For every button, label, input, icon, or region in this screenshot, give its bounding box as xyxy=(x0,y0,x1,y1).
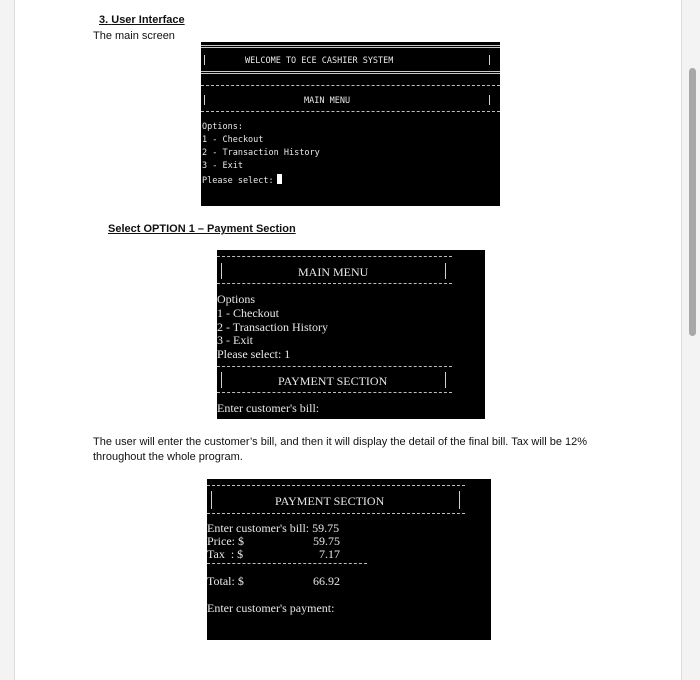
welcome-banner: WELCOME TO ECE CASHIER SYSTEM xyxy=(245,56,394,66)
total-value: 66.92 xyxy=(313,574,340,588)
options-label: Options xyxy=(217,292,256,306)
select-prompt: Please select: 1 xyxy=(217,347,291,361)
bill-prompt: Enter customer's bill: xyxy=(217,401,320,415)
border-right xyxy=(445,263,446,279)
main-menu-title: MAIN MENU xyxy=(298,265,369,279)
price-value: 59.75 xyxy=(313,534,340,548)
separator xyxy=(201,45,500,48)
border-left xyxy=(221,372,222,388)
border-left xyxy=(204,55,205,65)
tax-label: Tax : $ xyxy=(207,547,244,561)
separator xyxy=(207,485,465,486)
payment-prompt: Enter customer's payment: xyxy=(207,601,335,615)
separator xyxy=(217,392,452,393)
tax-value: 7.17 xyxy=(319,547,340,561)
option-transaction-history: 2 - Transaction History xyxy=(217,320,328,334)
main-menu-title: MAIN MENU xyxy=(304,96,351,106)
separator xyxy=(217,283,452,284)
description-line-2: throughout the whole program. xyxy=(93,451,243,463)
separator xyxy=(201,71,500,74)
description-line-1: The user will enter the customer’s bill, and then it will display the detail of the final bill. Tax will be 12% xyxy=(93,436,588,448)
main-menu-console xyxy=(201,42,500,206)
section-title: User Interface xyxy=(111,14,185,26)
select-prompt-text: Please select: xyxy=(202,176,274,186)
document-page xyxy=(14,0,682,680)
border-left xyxy=(211,491,212,509)
separator xyxy=(201,111,500,112)
bill-entry-line: Enter customer's bill: 59.75 xyxy=(207,521,340,535)
bill-detail-console xyxy=(207,479,491,640)
vertical-scrollbar[interactable] xyxy=(686,0,700,680)
options-label: Options: xyxy=(202,122,243,132)
border-right xyxy=(445,372,446,388)
payment-section-title: PAYMENT SECTION xyxy=(278,374,388,388)
section-subtitle: The main screen xyxy=(93,30,175,42)
option-transaction-history: 2 - Transaction History xyxy=(202,148,320,158)
separator xyxy=(201,85,500,86)
payment-section-title: PAYMENT SECTION xyxy=(275,494,385,508)
text-cursor xyxy=(277,174,282,184)
option-checkout: 1 - Checkout xyxy=(217,306,279,320)
border-left xyxy=(204,95,205,105)
option-exit: 3 - Exit xyxy=(202,161,243,171)
section-number: 3. xyxy=(99,14,109,26)
price-label: Price: $ xyxy=(207,534,244,548)
separator xyxy=(207,513,465,514)
border-right xyxy=(489,95,490,105)
option1-heading: Select OPTION 1 – Payment Section xyxy=(108,223,296,235)
total-label: Total: $ xyxy=(207,574,244,588)
option-exit: 3 - Exit xyxy=(217,333,253,347)
section-heading xyxy=(99,14,185,26)
border-right xyxy=(489,55,490,65)
select-prompt xyxy=(202,174,282,186)
scrollbar-thumb[interactable] xyxy=(689,68,696,336)
payment-section-console xyxy=(217,250,485,419)
separator xyxy=(217,366,452,367)
separator xyxy=(207,563,367,564)
border-left xyxy=(221,263,222,279)
option-checkout: 1 - Checkout xyxy=(202,135,264,145)
separator xyxy=(217,256,452,257)
border-right xyxy=(459,491,460,509)
